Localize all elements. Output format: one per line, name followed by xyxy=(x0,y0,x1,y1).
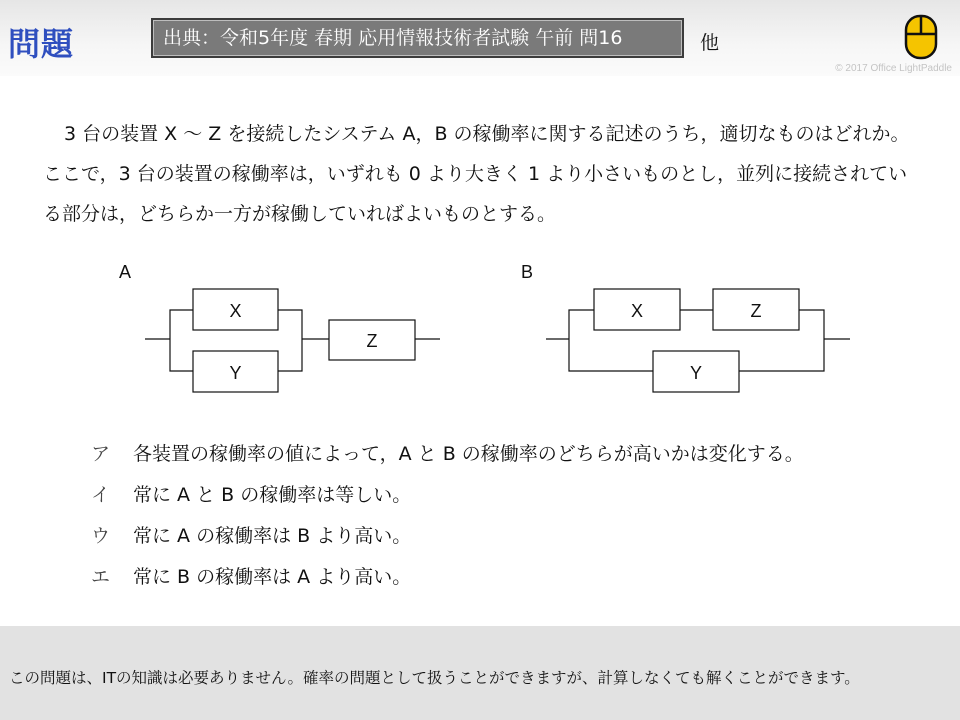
system-a-label-z: Z xyxy=(366,331,378,351)
choice-u[interactable] xyxy=(91,516,804,557)
choice-i[interactable] xyxy=(91,475,804,516)
system-b-label: B xyxy=(521,262,534,282)
source-citation: 出典：令和5年度 春期 応用情報技術者試験 午前 問16 xyxy=(151,18,684,58)
choice-text: 常に A の稼働率は B より高い。 xyxy=(133,525,412,547)
footer-panel xyxy=(0,626,960,720)
mouse-icon[interactable] xyxy=(904,14,938,60)
copyright-notice: © 2017 Office LightPaddle xyxy=(835,63,952,74)
system-b-label-y: Y xyxy=(689,363,703,383)
system-a-label-y: Y xyxy=(229,363,242,383)
system-a-diagram xyxy=(145,289,440,392)
source-suffix: 他 xyxy=(700,32,720,54)
choice-text: 常に A と B の稼働率は等しい。 xyxy=(133,484,412,506)
choice-mark: ウ xyxy=(91,525,111,547)
choice-mark: エ xyxy=(91,566,111,588)
choice-text: 各装置の稼働率の値によって，A と B の稼働率のどちらが高いかは変化する。 xyxy=(133,443,804,465)
system-b-label-z: Z xyxy=(750,301,762,321)
choice-a[interactable] xyxy=(91,434,804,475)
footer-note: この問題は、ITの知識は必要ありません。確率の問題として扱うことができますが、計算しなくても解くことができます。 xyxy=(9,669,860,687)
choice-text: 常に B の稼働率は A より高い。 xyxy=(133,566,412,588)
header-bar xyxy=(0,0,960,76)
choice-mark: イ xyxy=(91,484,111,506)
system-a-label-x: X xyxy=(229,301,242,321)
system-diagrams xyxy=(110,258,870,398)
system-b-label-x: X xyxy=(630,301,644,321)
answer-choices xyxy=(91,434,804,598)
question-text: 3 台の装置 X ～ Z を接続したシステム A，B の稼働率に関する記述のうち，適切なものはどれか。ここで，3 台の装置の稼働率は，いずれも 0 より大きく 1 より小さいものとし，並列に接続されている部分は，どちらか一方が稼働していればよいものとする。 xyxy=(43,123,910,225)
choice-mark: ア xyxy=(91,443,111,465)
page-title: 問題 xyxy=(8,25,75,63)
choice-e[interactable] xyxy=(91,557,804,598)
system-a-label: A xyxy=(119,262,132,282)
